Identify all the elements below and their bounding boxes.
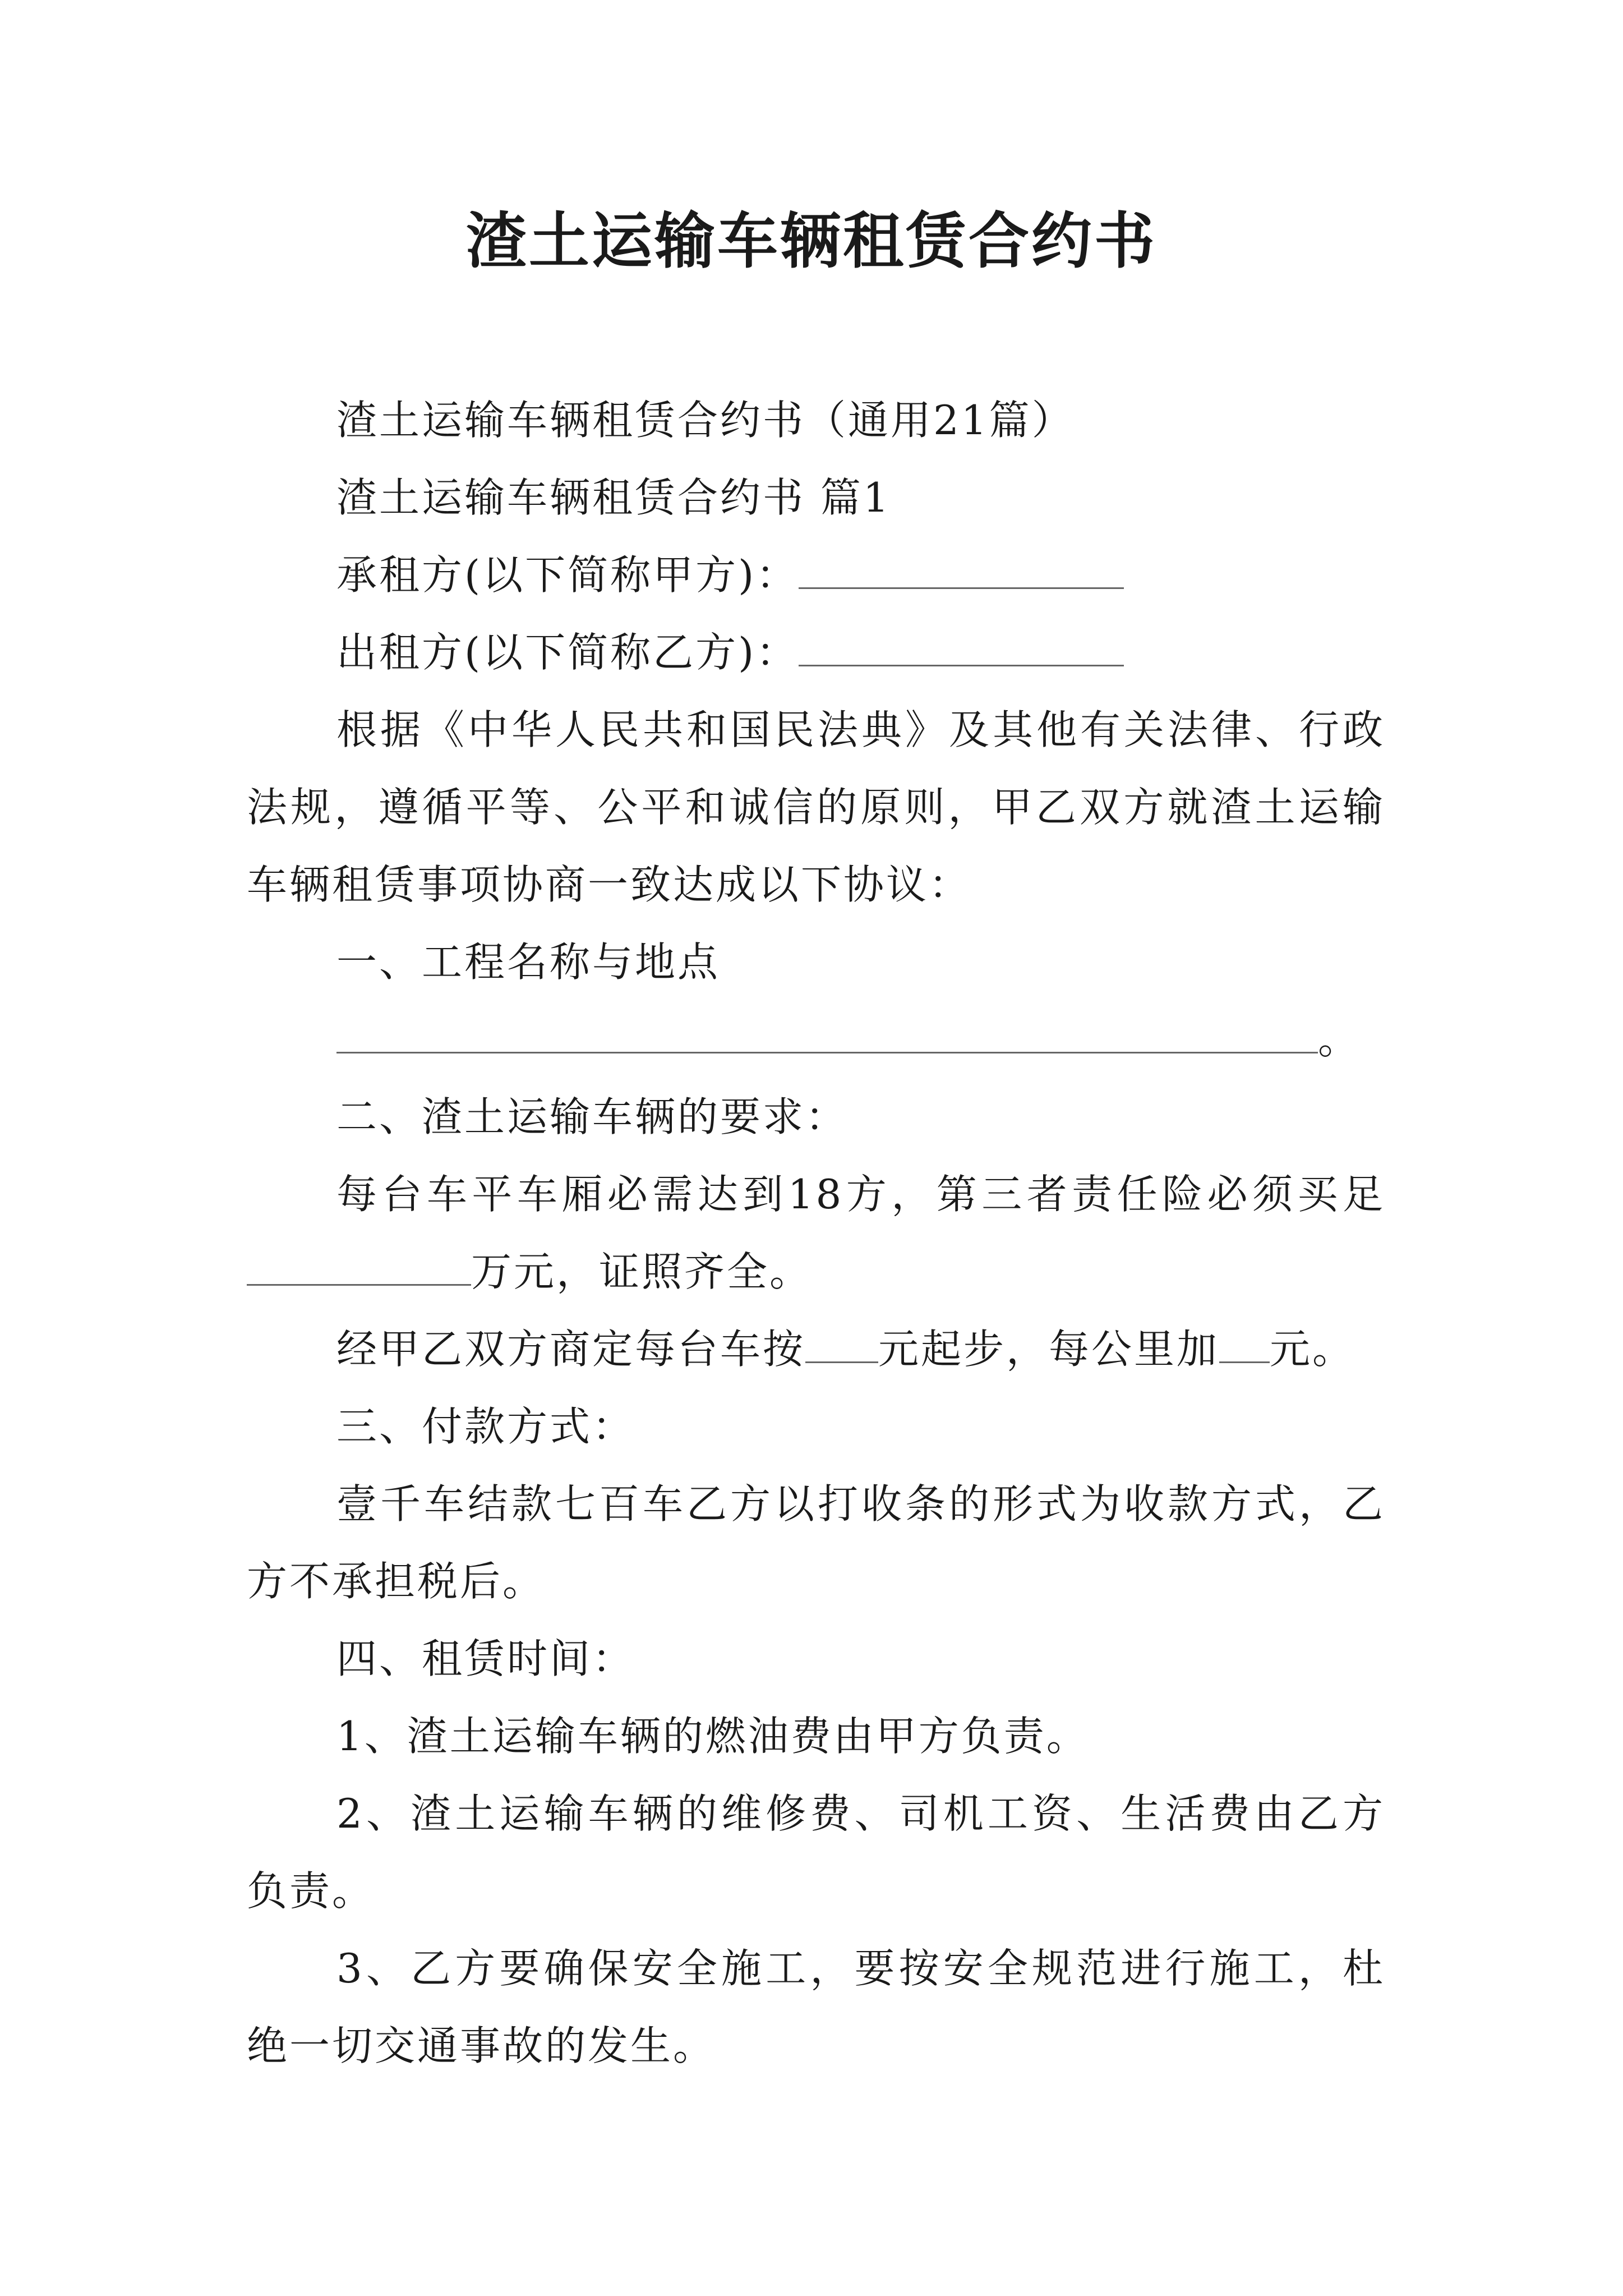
paragraph-lessor: [247, 614, 1385, 691]
insurance-amount-blank: [247, 1239, 471, 1286]
paragraph-payment: 壹千车结款七百车乙方以打收条的形式为收款方式，乙方不承担税后。: [247, 1480, 1385, 1605]
pricing-text-c: 元。: [1270, 1326, 1355, 1373]
paragraph-preamble: 根据《中华人民共和国民法典》及其他有关法律、行政法规，遵循平等、公平和诚信的原则，甲乙双方就渣土运输车辆租赁事项协商一致达成以下协议：: [247, 706, 1385, 908]
paragraph-item-1: 1、渣土运输车辆的燃油费由甲方负责。: [336, 1713, 1089, 1760]
vehicle-requirement-text: 每台车平车厢必需达到18方，第三者责任险必须买足: [336, 1171, 1385, 1218]
paragraph-vehicle-requirement: [247, 1156, 1385, 1310]
paragraph-lessee: [247, 536, 1385, 614]
paragraph-project-blank: [247, 1001, 1385, 1078]
project-blank-period: 。: [1318, 1016, 1361, 1063]
pricing-text-b: 元起步，每公里加: [878, 1326, 1220, 1373]
per-km-price-blank: [1219, 1317, 1270, 1363]
document-title: 渣土运输车辆租赁合约书: [465, 206, 1157, 277]
paragraph-chapter-heading: 渣土运输车辆租赁合约书 篇1: [336, 474, 891, 521]
paragraph-pricing: [247, 1310, 1385, 1388]
paragraph-subtitle: 渣土运输车辆租赁合约书（通用21篇）: [336, 397, 1075, 444]
paragraph-section-1: 一、工程名称与地点: [336, 938, 721, 986]
paragraph-section-2: 二、渣土运输车辆的要求：: [336, 1093, 849, 1140]
start-price-blank: [805, 1317, 878, 1363]
lessor-label: 出租方(以下简称乙方)：: [336, 629, 799, 676]
vehicle-requirement-text-end: 万元，证照齐全。: [471, 1248, 813, 1295]
paragraph-item-2: 2、渣土运输车辆的维修费、司机工资、生活费由乙方负责。: [247, 1790, 1385, 1915]
paragraph-section-4: 四、租赁时间：: [336, 1635, 635, 1682]
pricing-text-a: 经甲乙双方商定每台车按: [336, 1326, 806, 1373]
project-name-blank: [336, 1007, 1318, 1053]
lessee-blank: [799, 542, 1124, 589]
paragraph-item-3: 3、乙方要确保安全施工，要按安全规范进行施工，杜绝一切交通事故的发生。: [247, 1945, 1385, 2069]
paragraph-section-3: 三、付款方式：: [336, 1403, 635, 1450]
document-body: [247, 381, 1385, 2085]
lessee-label: 承租方(以下简称甲方)：: [336, 551, 799, 599]
lessor-blank: [799, 620, 1124, 666]
